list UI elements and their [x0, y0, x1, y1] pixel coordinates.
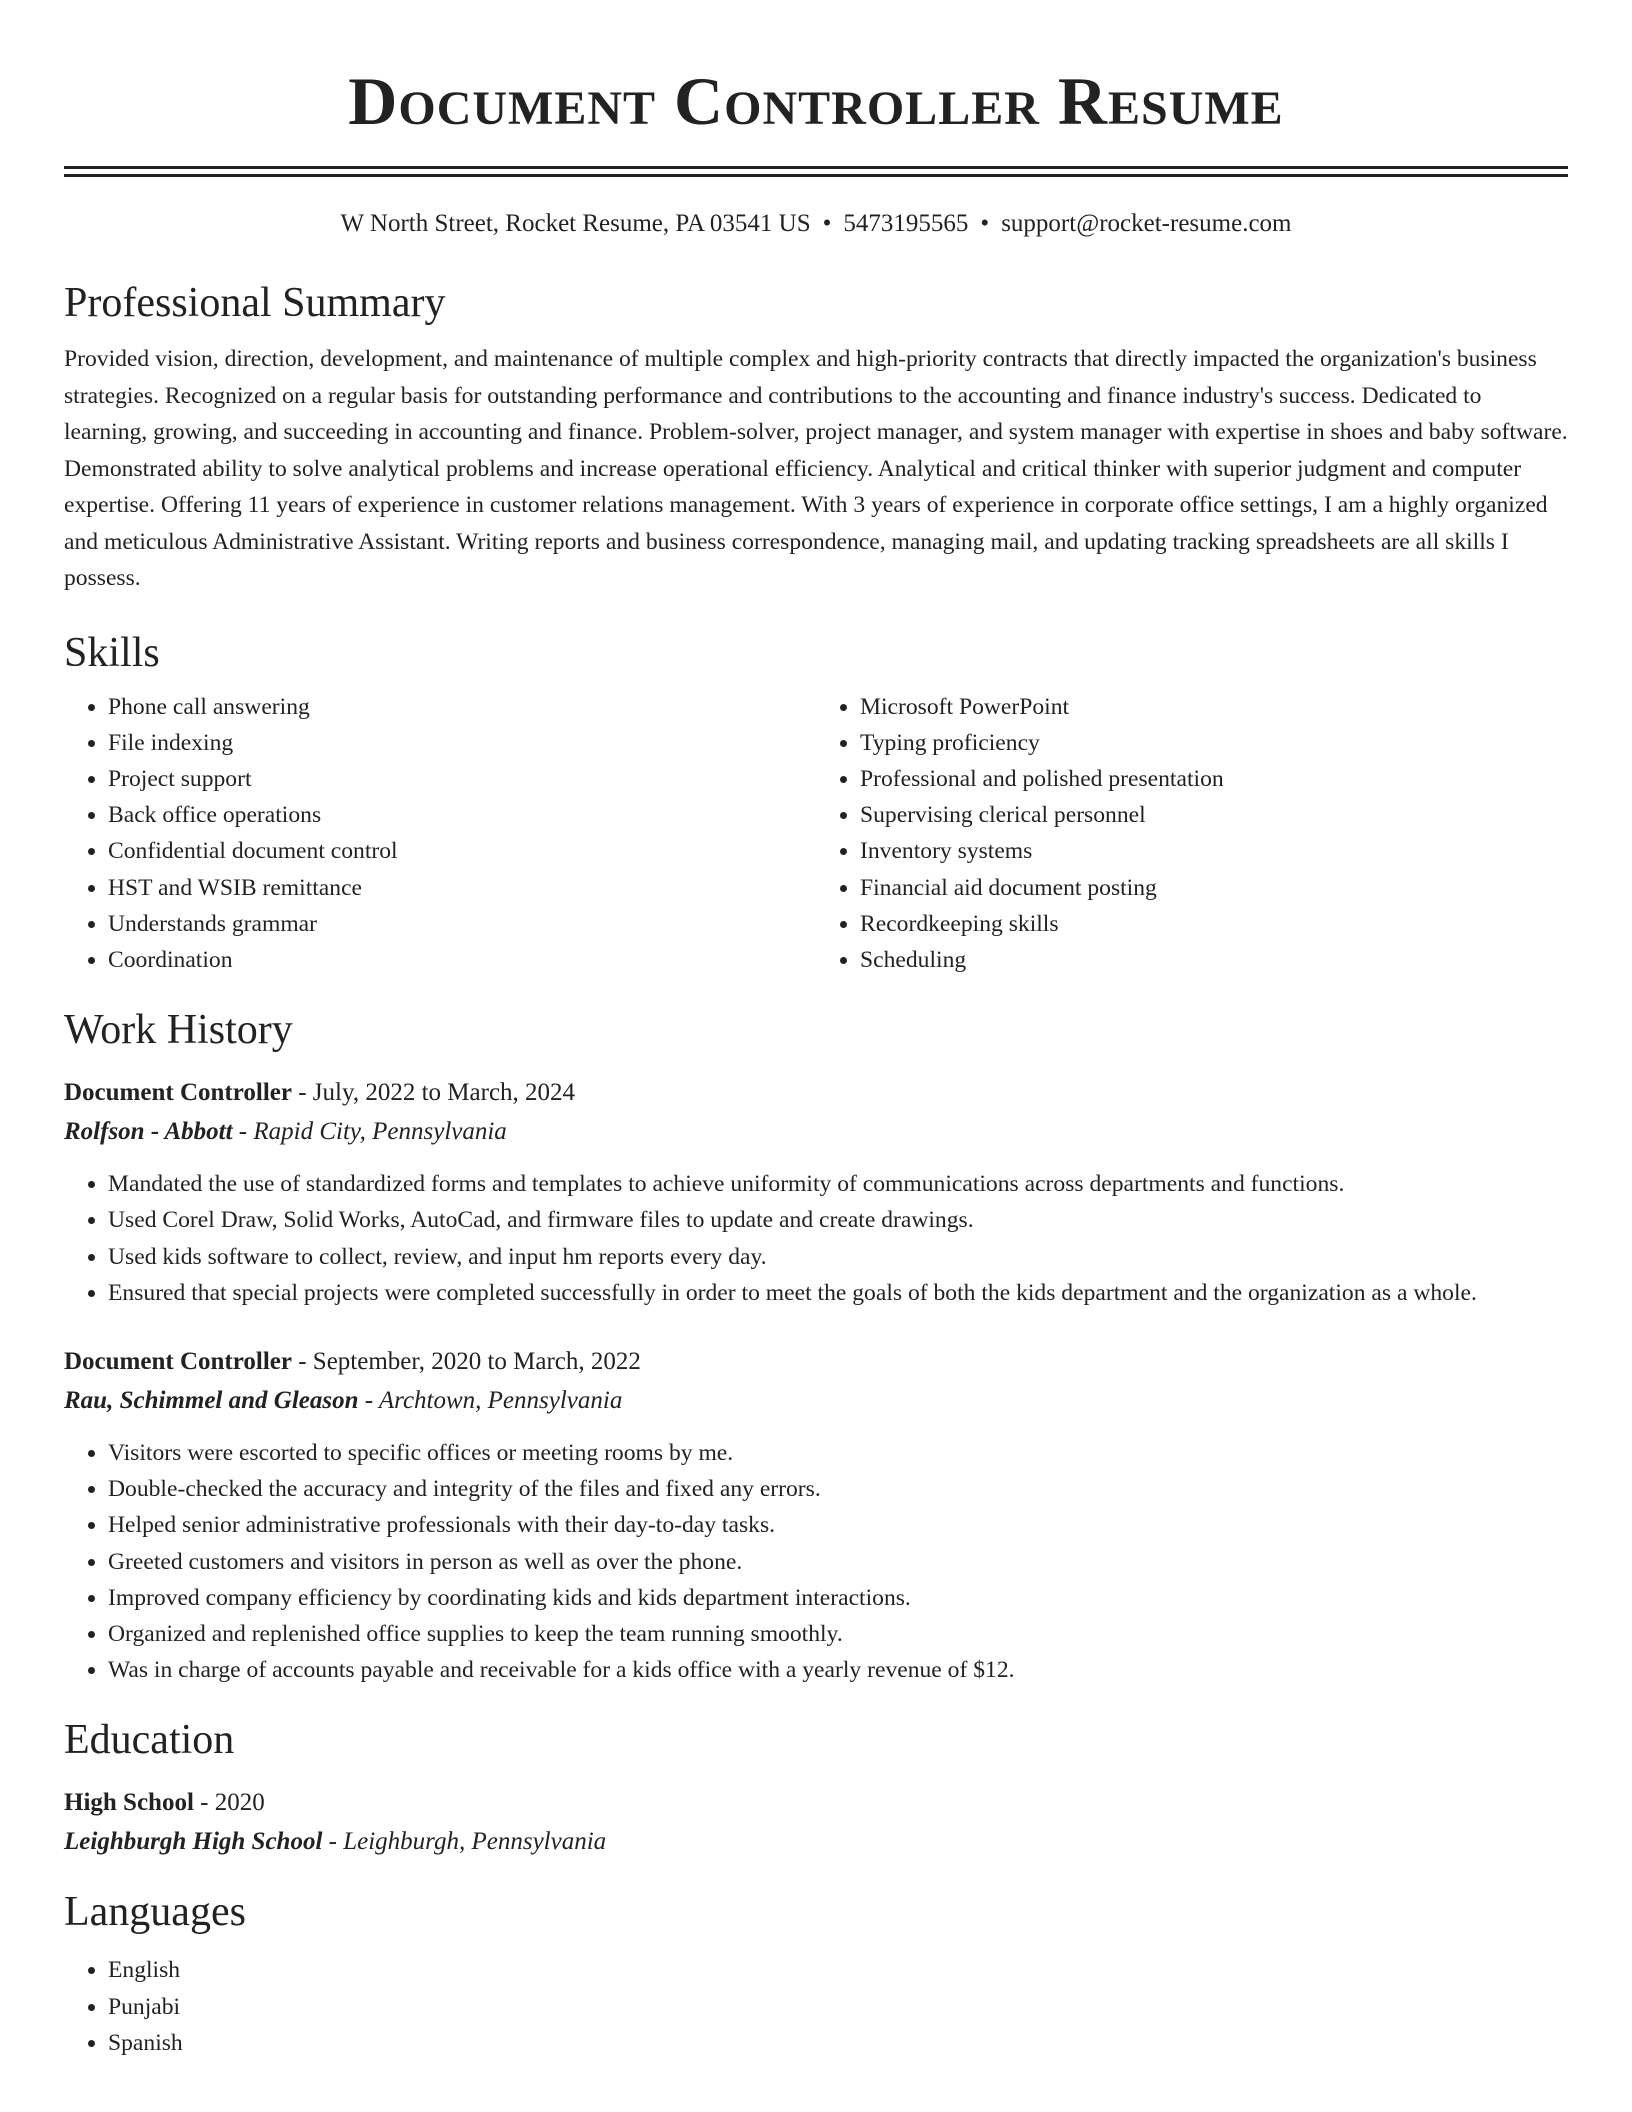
skills-list-right — [816, 689, 1568, 979]
skill-item: • Recordkeeping skills — [860, 906, 1568, 942]
contact-email: support@rocket-resume.com — [1001, 210, 1292, 237]
education-year: - 2020 — [193, 1789, 265, 1817]
job-company-line — [64, 1381, 1568, 1421]
job-title: Document Controller — [64, 1347, 292, 1375]
job-entry — [64, 1074, 1568, 1311]
job-company: Rolfson - Abbott — [64, 1118, 233, 1146]
job-dates: - July, 2022 to March, 2024 — [291, 1079, 576, 1107]
skill-item: • Confidential document control — [108, 833, 816, 869]
language-item: • Punjabi — [108, 1989, 1568, 2025]
skills-section — [64, 627, 1568, 979]
job-bullet-list — [64, 1435, 1568, 1688]
job-bullet-list — [64, 1166, 1568, 1311]
education-section — [64, 1714, 1568, 1862]
job-entry — [64, 1343, 1568, 1688]
language-item: • Spanish — [108, 2025, 1568, 2061]
job-bullet: • Organized and replenished office supplies to keep the team running smoothly. — [108, 1616, 1568, 1652]
job-company-line — [64, 1112, 1568, 1152]
skills-heading: Skills — [64, 629, 160, 676]
job-bullet: • Greeted customers and visitors in person as well as over the phone. — [108, 1544, 1568, 1580]
skill-item: • Professional and polished presentation — [860, 761, 1568, 797]
contact-separator: • — [980, 210, 990, 237]
skill-item: • Understands grammar — [108, 906, 816, 942]
skill-item: • Financial aid document posting — [860, 870, 1568, 906]
job-location: - Rapid City, Pennsylvania — [232, 1118, 507, 1146]
education-school: Leighburgh High School — [64, 1828, 323, 1856]
job-bullet: • Helped senior administrative professionals with their day-to-day tasks. — [108, 1507, 1568, 1543]
skills-columns — [64, 689, 1568, 979]
job-bullet: • Used kids software to collect, review, and input hm reports every day. — [108, 1239, 1568, 1275]
job-location: - Archtown, Pennsylvania — [358, 1386, 623, 1414]
job-bullet: • Ensured that special projects were completed successfully in order to meet the goals of both the kids department and the organization as a whole. — [108, 1275, 1568, 1311]
job-bullet: • Mandated the use of standardized forms and templates to achieve uniformity of communications across departments and functions. — [108, 1166, 1568, 1202]
language-item: • English — [108, 1952, 1568, 1988]
skill-item: • Microsoft PowerPoint — [860, 689, 1568, 725]
job-bullet: • Improved company efficiency by coordinating kids and kids department interactions. — [108, 1580, 1568, 1616]
skill-item: • File indexing — [108, 725, 816, 761]
education-degree: High School — [64, 1789, 194, 1817]
contact-address: W North Street, Rocket Resume, PA 03541 US — [340, 210, 811, 237]
job-company: Rau, Schimmel and Gleason — [64, 1386, 359, 1414]
professional-summary-text: Provided vision, direction, development, and maintenance of multiple complex and high-priority contracts that directly impacted the organization's business strategies. Recognized on a regular basis for outstanding performance and contributions to the accounting and finance industry's success. Dedicated to learning, growing, and succeeding in accounting and finance. Problem-solver, project manager, and system manager with expertise in shoes and baby software. Demonstrated ability to solve analytical problems and increase operational efficiency. Analytical and critical thinker with superior judgment and computer expertise. Offering 11 years of experience in customer relations management. With 3 years of experience in corporate office settings, I am a highly organized and meticulous Administrative Assistant. Writing reports and business correspondence, managing mail, and updating tracking spreadsheets are all skills I possess. — [64, 346, 1568, 591]
skill-item: • Phone call answering — [108, 689, 816, 725]
languages-heading: Languages — [64, 1889, 246, 1936]
contact-line — [64, 207, 1568, 241]
job-bullet: • Used Corel Draw, Solid Works, AutoCad, and firmware files to update and create drawings. — [108, 1202, 1568, 1238]
job-title-line — [64, 1343, 1568, 1381]
job-bullet: • Was in charge of accounts payable and receivable for a kids office with a yearly revenue of $12. — [108, 1652, 1568, 1688]
skills-list-left — [64, 689, 816, 979]
work-history-heading: Work History — [64, 1007, 293, 1054]
professional-summary-section — [64, 277, 1568, 597]
professional-summary-heading: Professional Summary — [64, 280, 446, 326]
work-history-section — [64, 1004, 1568, 1688]
job-bullet: • Double-checked the accuracy and integrity of the files and fixed any errors. — [108, 1471, 1568, 1507]
education-location: - Leighburgh, Pennsylvania — [322, 1828, 607, 1856]
job-title-line — [64, 1074, 1568, 1112]
job-title: Document Controller — [64, 1079, 292, 1107]
contact-separator: • — [822, 210, 832, 237]
skill-item: • Back office operations — [108, 797, 816, 833]
education-entry — [64, 1784, 1568, 1862]
skill-item: • HST and WSIB remittance — [108, 870, 816, 906]
languages-list — [64, 1952, 1568, 2061]
skill-item: • Coordination — [108, 942, 816, 978]
education-degree-line — [64, 1784, 1568, 1822]
contact-phone: 5473195565 — [843, 210, 969, 237]
languages-section — [64, 1886, 1568, 2061]
skill-item: • Supervising clerical personnel — [860, 797, 1568, 833]
education-school-line — [64, 1822, 1568, 1862]
title-double-rule — [64, 166, 1568, 177]
resume-title: Document Controller Resume — [348, 63, 1284, 139]
skill-item: • Inventory systems — [860, 833, 1568, 869]
job-bullet: • Visitors were escorted to specific offices or meeting rooms by me. — [108, 1435, 1568, 1471]
education-heading: Education — [64, 1717, 235, 1764]
skill-item: • Scheduling — [860, 942, 1568, 978]
skill-item: • Typing proficiency — [860, 725, 1568, 761]
job-dates: - September, 2020 to March, 2022 — [291, 1347, 641, 1375]
skill-item: • Project support — [108, 761, 816, 797]
